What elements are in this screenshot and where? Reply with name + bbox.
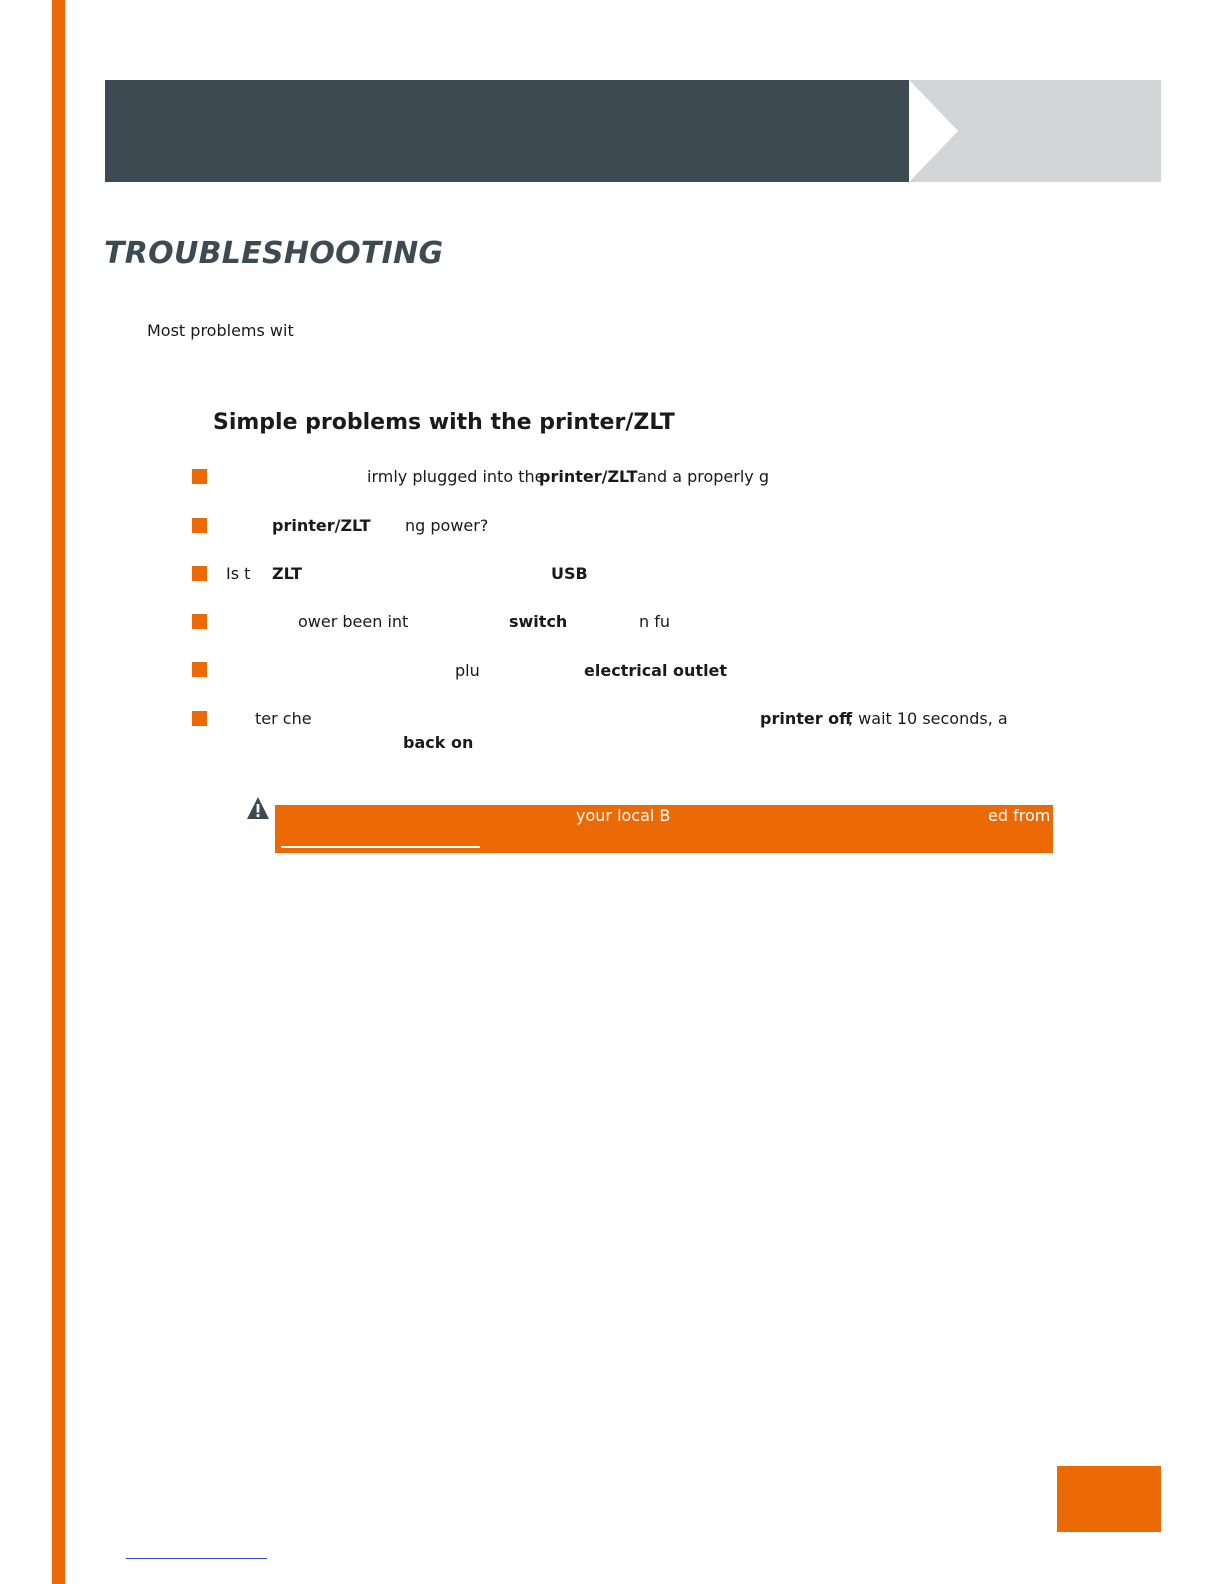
list-item-text: ower been int (298, 612, 409, 631)
bullet-square-icon (192, 614, 207, 629)
section-heading: Simple problems with the printer/ZLT (213, 410, 675, 435)
list-item-text: irmly plugged into the (367, 467, 545, 486)
list-item-bold: USB (551, 564, 588, 583)
warning-triangle-icon (246, 796, 270, 820)
bullet-square-icon (192, 662, 207, 677)
list-item-text: and a properly g (637, 467, 769, 486)
warning-text: your local B (576, 806, 671, 825)
list-item-bold: back on (403, 733, 474, 752)
list-item-text: plu (455, 661, 480, 680)
list-item-bold: printer/ZLT (539, 467, 638, 486)
page-number-tab (1057, 1466, 1161, 1532)
list-item-text: ter che (255, 709, 312, 728)
list-item-bold: printer/ZLT (272, 516, 371, 535)
footer-link[interactable] (126, 1558, 267, 1559)
left-accent-stripe (52, 0, 65, 1584)
list-item-text: ng power? (405, 516, 489, 535)
list-item-text: Is t (226, 564, 251, 583)
list-item-bold: printer off (760, 709, 853, 728)
header-chevron-icon (909, 80, 961, 182)
list-item-bold: electrical outlet (584, 661, 728, 680)
list-item-bold: switch (509, 612, 568, 631)
list-item-bold: ZLT (272, 564, 303, 583)
header-dark-panel (105, 80, 910, 182)
bullet-square-icon (192, 518, 207, 533)
list-item-text: n fu (639, 612, 670, 631)
page-title: TROUBLESHOOTING (104, 236, 444, 271)
warning-text: ed from (988, 806, 1051, 825)
warning-link[interactable] (281, 846, 480, 848)
bullet-square-icon (192, 469, 207, 484)
list-item-text: , wait 10 seconds, a (848, 709, 1008, 728)
bullet-square-icon (192, 711, 207, 726)
intro-text: Most problems wit (147, 321, 294, 340)
bullet-square-icon (192, 566, 207, 581)
